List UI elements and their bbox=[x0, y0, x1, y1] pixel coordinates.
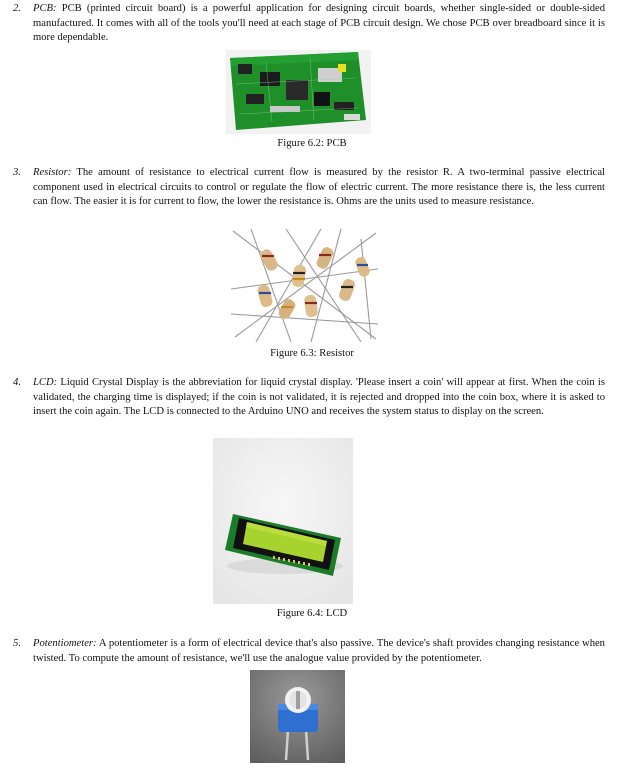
item-text: Liquid Crystal Display is the abbreviation for liquid crystal display. 'Please insert a coin' will appear at first. When the coin is validated, the charging time is displayed; if the coin is not validated, it is rejected and dropped into the coin box, where it is asked to insert the coin again. The LCD is connected to the Arduino UNO and receives the system status to display on the screen. bbox=[33, 377, 605, 418]
item-text: The amount of resistance to electrical current flow is measured by the resistor R. A two-terminal passive electrical component used in electrical circuits to control or regulate the flow of electric current. The more resistance there is, the less current can flow. The easier it is for current to flow, the lower the resistance is. Ohms are the units used to measure resistance. bbox=[33, 167, 605, 208]
item-number: 4. bbox=[13, 377, 21, 388]
item-paragraph bbox=[33, 376, 605, 420]
figure-caption: Figure 6.2: PCB bbox=[277, 138, 347, 149]
lcd-photo bbox=[213, 438, 353, 604]
item-text-lead: A bbox=[96, 638, 106, 649]
item-term: LCD: bbox=[33, 377, 58, 388]
list-item-resistor bbox=[13, 166, 605, 210]
item-paragraph bbox=[33, 2, 605, 46]
item-number: 3. bbox=[13, 167, 21, 178]
item-text: potentiometer is a form of electrical device that's also passive. The device's shaft provides changing resistance when twisted. To compute the amount of resistance, we'll use the analogue value provided by the potentiometer. bbox=[33, 638, 605, 664]
list-item-lcd bbox=[13, 376, 605, 420]
figure-caption: Figure 6.4: LCD bbox=[276, 608, 348, 619]
item-paragraph bbox=[33, 166, 605, 210]
resistor-photo bbox=[231, 229, 378, 342]
item-number: 2. bbox=[13, 3, 21, 14]
item-term: Potentiometer: bbox=[33, 638, 97, 649]
item-number: 5. bbox=[13, 638, 21, 649]
list-item-pcb bbox=[13, 2, 605, 46]
pcb-photo bbox=[226, 50, 371, 134]
figure-caption: Figure 6.3: Resistor bbox=[270, 348, 354, 359]
item-text: PCB (printed circuit board) is a powerful application for designing circuit boards, whether single-sided or double-sided manufactured. It comes with all of the tools you'll need at each stage of PCB circuit design. We chose PCB over breadboard since it is more dependable. bbox=[33, 3, 605, 44]
list-item-potentiometer bbox=[13, 637, 605, 666]
potentiometer-photo bbox=[250, 670, 345, 763]
item-term: Resistor: bbox=[33, 167, 72, 178]
item-paragraph bbox=[33, 637, 605, 666]
item-term: PCB: bbox=[33, 3, 57, 14]
